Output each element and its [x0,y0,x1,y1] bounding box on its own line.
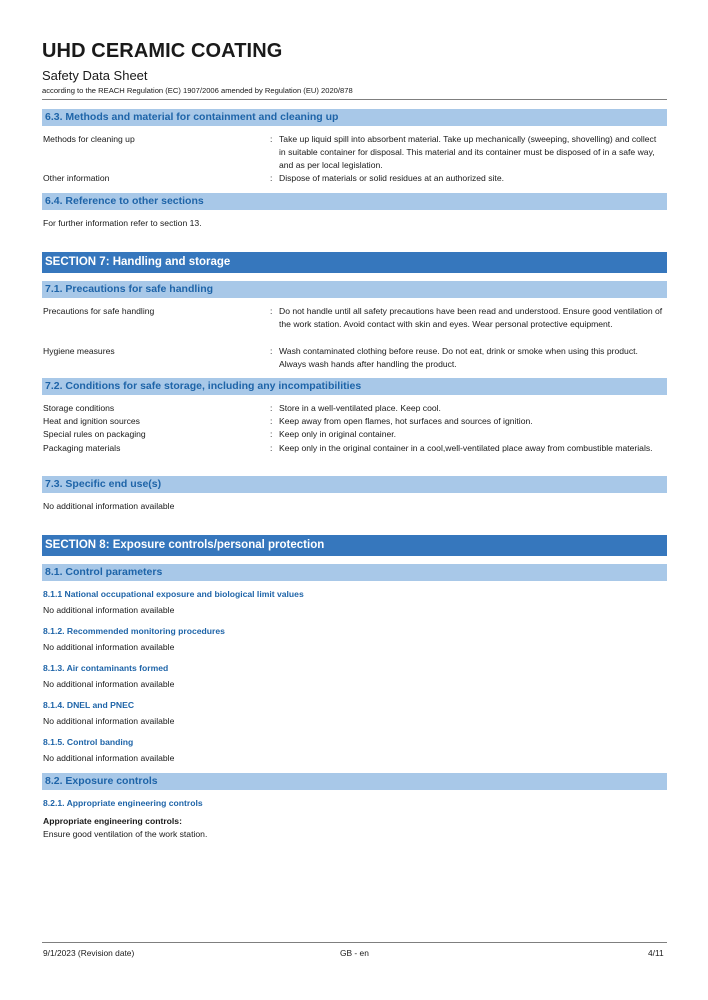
footer-divider [42,942,667,943]
heading-7-1: 7.1. Precautions for safe handling [42,281,667,298]
label-other-information: Other information [43,173,110,183]
heading-8-1-3: 8.1.3. Air contaminants formed [43,663,169,673]
label-methods-cleaning-up: Methods for cleaning up [43,134,135,144]
value-precautions-safe-handling: Do not handle until all safety precautions have been read and understood. Ensure good ventilation of the work station. Avoid contact with skin and eyes. Wear personal protective equipment. [279,306,663,329]
label-storage-conditions: Storage conditions [43,403,115,413]
heading-6-3: 6.3. Methods and material for containment and cleaning up [42,109,667,126]
colon: : [270,416,273,426]
heading-8-1-4: 8.1.4. DNEL and PNEC [43,700,135,710]
header-divider [42,99,667,100]
colon: : [270,346,273,356]
value-special-rules-packaging: Keep only in original container. [279,429,397,439]
colon: : [270,403,273,413]
value-heat-ignition-sources: Keep away from open flames, hot surfaces and sources of ignition. [279,416,533,426]
regulation-line: according to the REACH Regulation (EC) 1907/2006 amended by Regulation (EU) 2020/878 [42,86,353,95]
colon: : [270,429,273,439]
heading-7-3: 7.3. Specific end use(s) [42,476,667,493]
value-other-information: Dispose of materials or solid residues at an authorized site. [279,173,504,183]
text-8-1-1: No additional information available [43,605,175,615]
label-heat-ignition-sources: Heat and ignition sources [43,416,140,426]
value-storage-conditions: Store in a well-ventilated place. Keep cool. [279,403,441,413]
text-6-4: For further information refer to section 13. [43,218,202,228]
label-packaging-materials: Packaging materials [43,443,121,453]
product-name: UHD CERAMIC COATING [42,40,283,62]
heading-8-1-2: 8.1.2. Recommended monitoring procedures [43,626,225,636]
footer-revision-date: 9/1/2023 (Revision date) [43,948,135,958]
value-packaging-materials: Keep only in the original container in a cool,well-ventilated place away from combustible materials. [279,443,653,453]
value-methods-cleaning-up: Take up liquid spill into absorbent material. Take up mechanically (sweeping, shovelling) and collect in suitable container for disposal. This material and its container must be disposed of in a safe way, and as per local legislation. [279,134,657,170]
heading-8-2: 8.2. Exposure controls [42,773,667,790]
text-8-1-2: No additional information available [43,642,175,652]
colon: : [270,443,273,453]
colon: : [270,173,273,183]
heading-8-2-1: 8.2.1. Appropriate engineering controls [43,798,203,808]
colon: : [270,134,273,144]
colon: : [270,306,273,316]
heading-8-1-5: 8.1.5. Control banding [43,737,134,747]
engineering-controls-text: Ensure good ventilation of the work station. [43,829,208,839]
heading-8-1: 8.1. Control parameters [42,564,667,581]
section-8-heading: SECTION 8: Exposure controls/personal protection [42,535,667,556]
heading-8-1-1: 8.1.1 National occupational exposure and biological limit values [43,589,304,599]
engineering-controls-label: Appropriate engineering controls: [43,816,182,826]
document-type: Safety Data Sheet [42,68,148,83]
heading-6-4: 6.4. Reference to other sections [42,193,667,210]
footer-page-number: 4/11 [648,948,664,958]
label-hygiene-measures: Hygiene measures [43,346,115,356]
label-precautions-safe-handling: Precautions for safe handling [43,306,155,316]
text-7-3: No additional information available [43,501,175,511]
text-8-1-3: No additional information available [43,679,175,689]
label-special-rules-packaging: Special rules on packaging [43,429,146,439]
section-7-heading: SECTION 7: Handling and storage [42,252,667,273]
footer-locale: GB - en [340,948,369,958]
text-8-1-5: No additional information available [43,753,175,763]
text-8-1-4: No additional information available [43,716,175,726]
heading-7-2: 7.2. Conditions for safe storage, including any incompatibilities [42,378,667,395]
value-hygiene-measures: Wash contaminated clothing before reuse. Do not eat, drink or smoke when using this product. Always wash hands after handling the product. [279,346,638,369]
